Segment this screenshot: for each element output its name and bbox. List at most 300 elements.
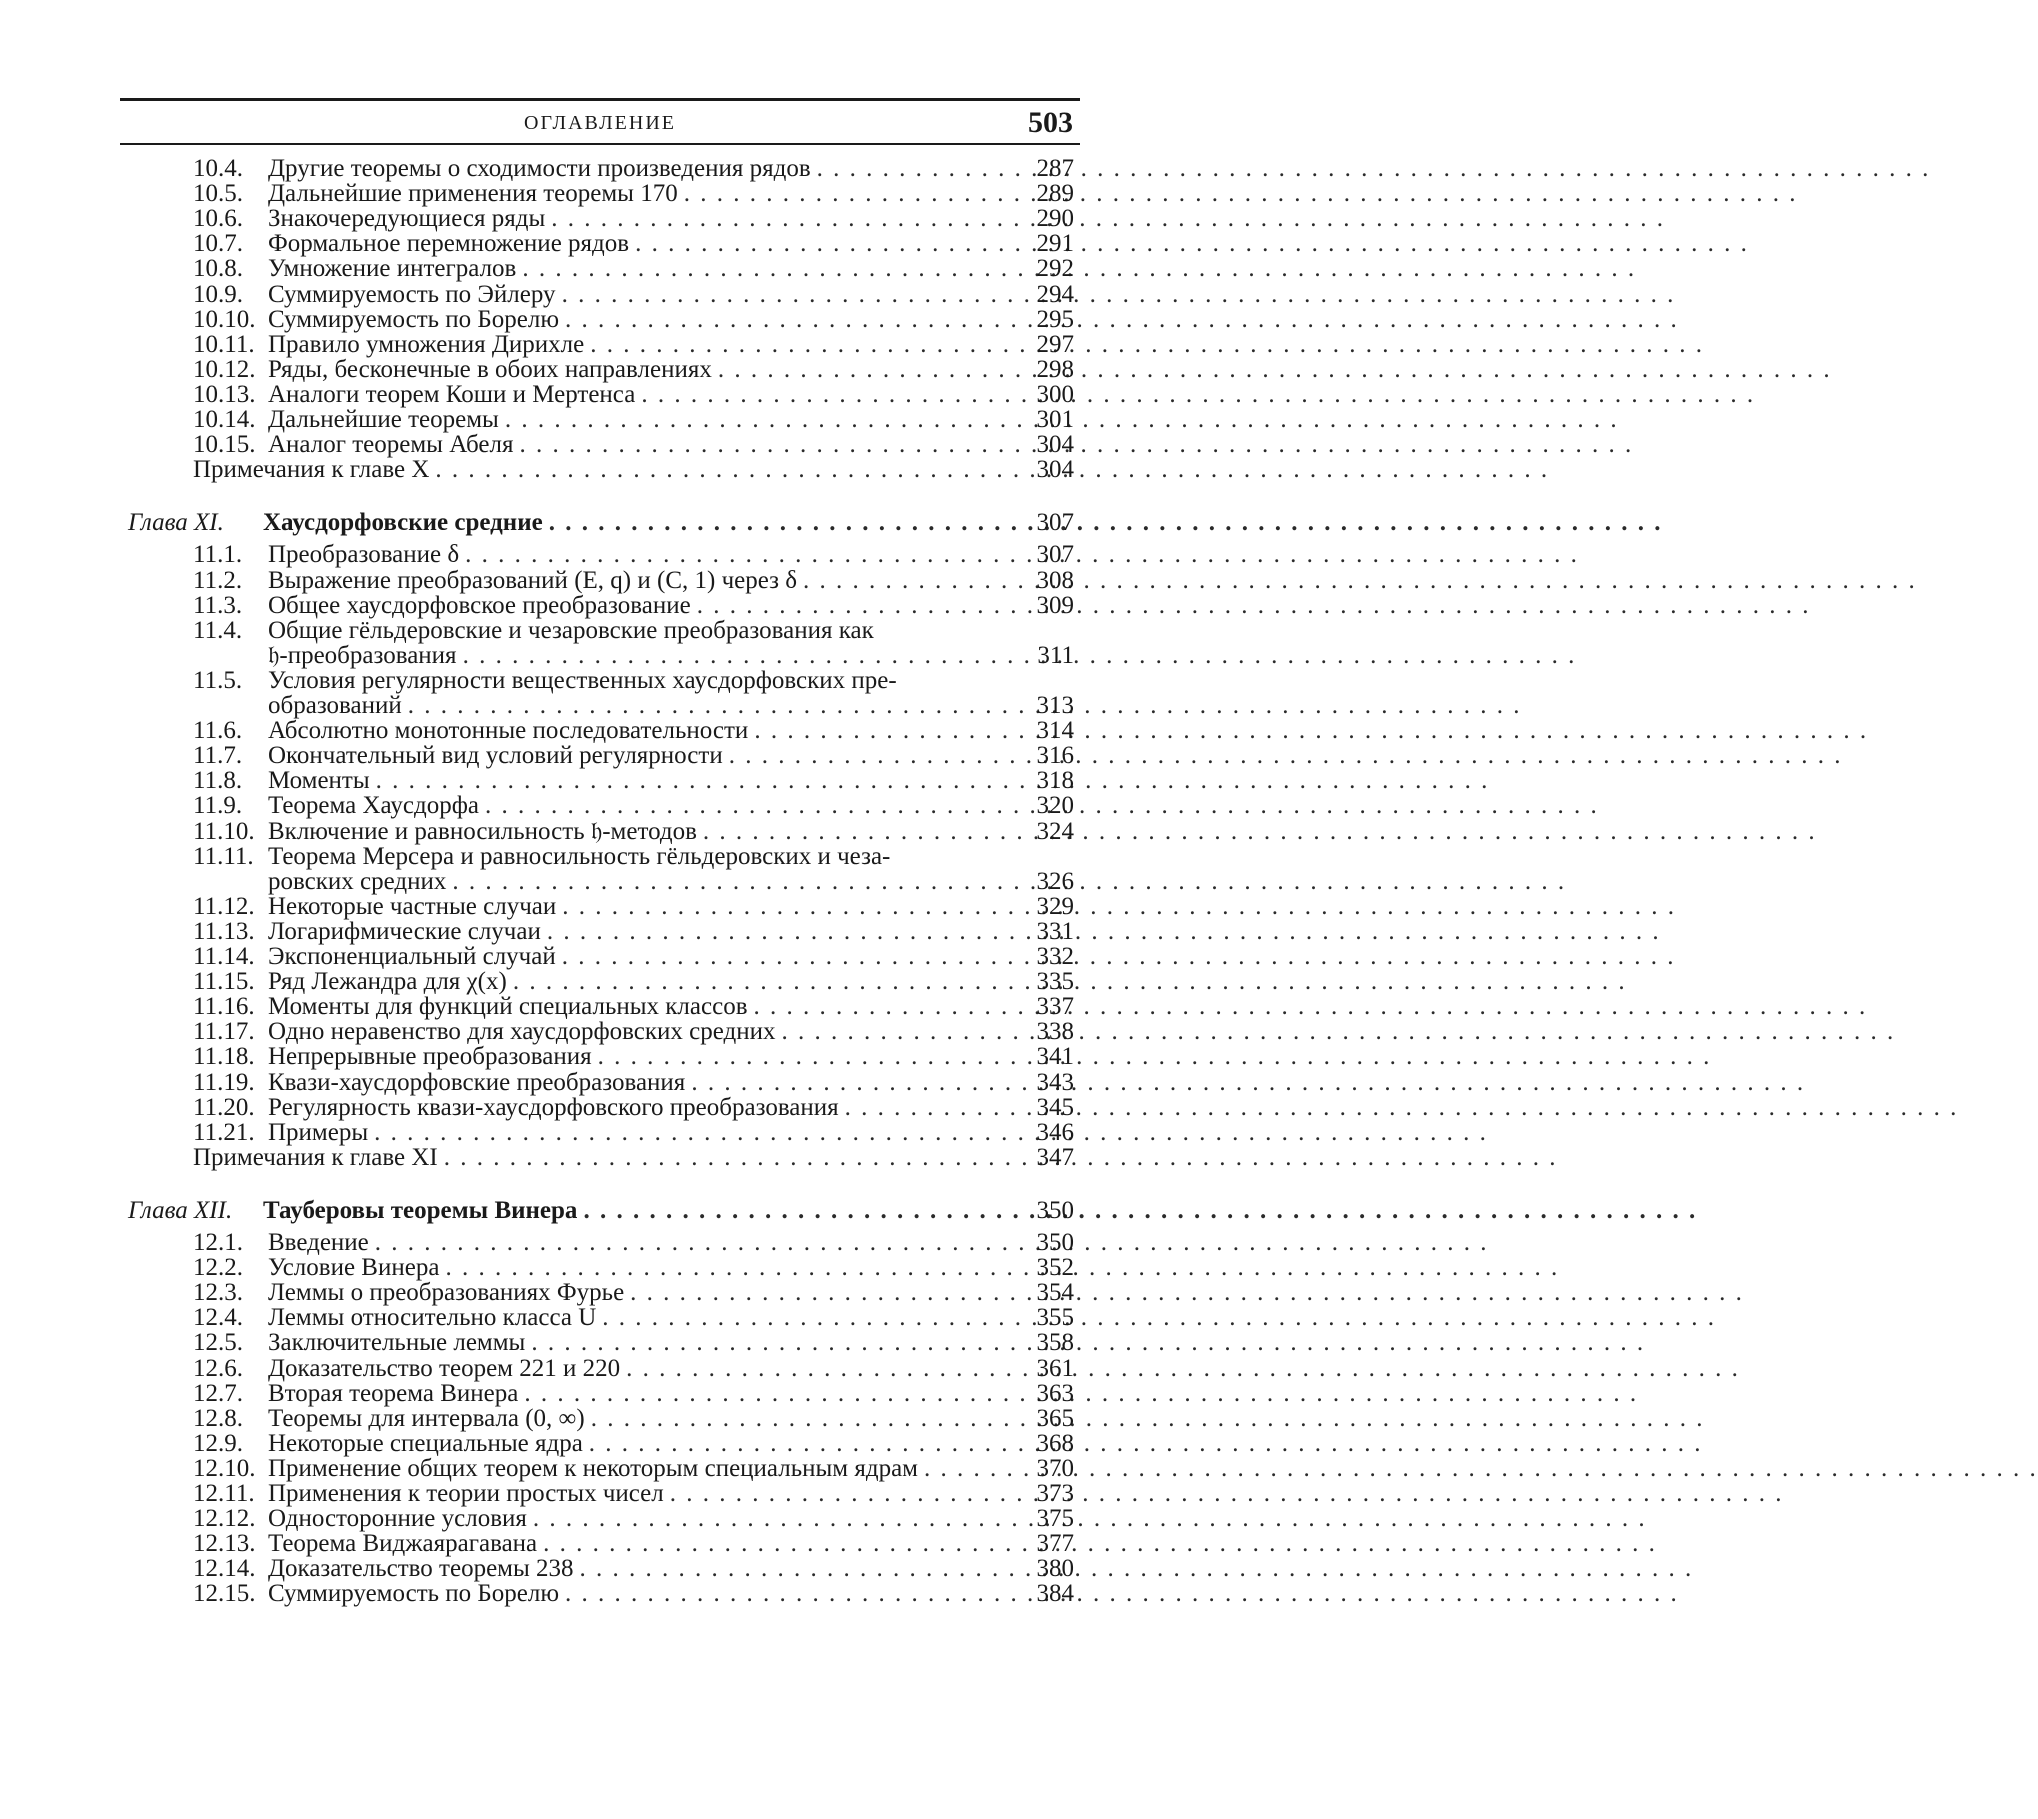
toc-page-number: 331 <box>1036 917 1074 945</box>
toc-section-number: 11.10. <box>193 817 255 845</box>
toc-dot-leader <box>457 643 1577 669</box>
toc-title-line <box>268 1556 1058 1582</box>
toc-page-number: 298 <box>1036 355 1074 383</box>
toc-chapter-label: Глава XII. <box>128 1196 233 1224</box>
toc-title-line <box>193 457 1058 483</box>
toc-dot-leader <box>712 357 1832 383</box>
toc-title: Некоторые частные случаи <box>268 892 557 920</box>
toc-page-number: 295 <box>1036 305 1074 333</box>
toc-page-number: 346 <box>1036 1118 1074 1146</box>
toc-title-line <box>268 618 1058 644</box>
toc-entry <box>0 618 1200 644</box>
toc-entry <box>0 1019 1200 1045</box>
running-title: ОГЛАВЛЕНИЕ <box>524 112 676 134</box>
toc-page-number: 361 <box>1036 1354 1074 1382</box>
toc-title: Другие теоремы о сходимости произведения рядов <box>268 155 811 182</box>
toc-title: Дальнейшие применения теоремы 170 <box>268 180 678 208</box>
toc-section-number: 11.9. <box>193 792 243 820</box>
toc-dot-leader <box>577 1198 1697 1224</box>
toc-page-number: 307 <box>1036 509 1074 537</box>
toc-title: Леммы относительно класса U <box>268 1304 597 1332</box>
toc-page-number: 375 <box>1036 1505 1074 1533</box>
toc-entry <box>0 1356 1200 1382</box>
toc-page-number: 350 <box>1036 1229 1074 1256</box>
toc-title: Преобразование δ <box>268 541 460 569</box>
toc-section-number: 11.7. <box>193 742 243 770</box>
toc-title: Введение <box>268 1229 369 1256</box>
toc-title: Ряды, бесконечные в обоих направлениях <box>268 355 712 383</box>
toc-dot-leader <box>439 1255 1559 1281</box>
toc-page-number: 304 <box>1036 456 1074 484</box>
toc-dot-leader <box>635 382 1755 408</box>
toc-dot-leader <box>429 457 1549 483</box>
toc-dot-leader <box>685 1070 1805 1096</box>
toc-page-number: 289 <box>1036 180 1074 208</box>
toc-page-number: 301 <box>1036 406 1074 433</box>
toc-section-number: 11.4. <box>193 616 243 644</box>
toc-title-line <box>268 1381 1058 1407</box>
toc-section-number: 12.14. <box>193 1555 256 1583</box>
toc-dot-leader <box>545 206 1665 232</box>
toc-title-line <box>268 743 1058 769</box>
toc-entry <box>0 568 1200 594</box>
toc-title: Моменты <box>268 767 370 795</box>
toc-section-number: 12.2. <box>193 1254 243 1282</box>
page-number: 503 <box>1028 106 1073 139</box>
toc-entry <box>0 181 1200 207</box>
toc-title-line <box>268 844 1058 870</box>
toc-dot-leader <box>748 994 1868 1020</box>
toc-entry-continuation <box>0 643 1200 669</box>
toc-title: Общие гёльдеровские и чезаровские преобразования как <box>268 616 874 644</box>
toc-dot-leader <box>691 593 1811 619</box>
toc-page-number: 291 <box>1036 230 1074 258</box>
toc-entry <box>0 382 1200 408</box>
toc-entry <box>0 1095 1200 1121</box>
toc-title-line <box>268 1230 1058 1256</box>
toc-section-number: 11.17. <box>193 1018 255 1046</box>
toc-title-line <box>268 156 1058 182</box>
toc-dot-leader <box>370 768 1490 794</box>
toc-entry <box>0 432 1200 458</box>
toc-entry <box>0 1406 1200 1432</box>
toc-chapter-label: Глава XI. <box>128 509 224 537</box>
toc-title-line <box>268 894 1058 920</box>
toc-title: Доказательство теоремы 238 <box>268 1555 574 1583</box>
toc-page-number: 297 <box>1036 330 1074 358</box>
toc-entry <box>0 718 1200 744</box>
toc-section-number: 11.20. <box>193 1093 255 1121</box>
toc-title-line <box>268 668 1058 694</box>
toc-entry <box>0 1230 1200 1256</box>
toc-title-line <box>268 206 1058 232</box>
toc-title: Хаусдорфовские средние <box>263 509 543 537</box>
toc-title: Суммируемость по Борелю <box>268 305 560 333</box>
toc-title-line <box>268 1095 1058 1121</box>
toc-dot-leader <box>559 307 1679 333</box>
toc-chapter-entry <box>0 510 1200 536</box>
toc-section-number: 10.13. <box>193 380 256 408</box>
toc-section-number: 12.10. <box>193 1454 256 1482</box>
toc-chapter-entry <box>0 1198 1200 1224</box>
toc-dot-leader <box>556 894 1676 920</box>
toc-dot-leader <box>537 1531 1657 1557</box>
toc-page-number: 326 <box>1036 867 1074 895</box>
toc-title-line <box>268 869 1058 895</box>
toc-title-line <box>268 1531 1058 1557</box>
toc-dot-leader <box>748 718 1868 744</box>
toc-section-number: 10.8. <box>193 255 243 283</box>
toc-page-number: 358 <box>1036 1329 1074 1357</box>
toc-title-line <box>268 1305 1058 1331</box>
toc-entry-continuation <box>0 693 1200 719</box>
toc-page-number: 352 <box>1036 1254 1074 1282</box>
toc-section-number: 10.11. <box>193 330 255 358</box>
toc-entry <box>0 1305 1200 1331</box>
toc-dot-leader <box>556 282 1676 308</box>
toc-title: Вторая теорема Винера <box>268 1379 519 1407</box>
toc-title-line <box>263 510 1058 536</box>
toc-title: Моменты для функций специальных классов <box>268 993 748 1021</box>
toc-page-number: 368 <box>1036 1429 1074 1457</box>
toc-entry <box>0 844 1200 870</box>
toc-dot-leader <box>624 1280 1744 1306</box>
toc-entry <box>0 1556 1200 1582</box>
toc-page-number: 355 <box>1036 1304 1074 1332</box>
toc-title-line <box>268 256 1058 282</box>
toc-title: Теорема Хаусдорфа <box>268 792 479 820</box>
toc-title: Непрерывные преобразования <box>268 1043 592 1071</box>
toc-entry <box>0 282 1200 308</box>
toc-title: Дальнейшие теоремы <box>268 406 499 433</box>
toc-entry <box>0 307 1200 333</box>
toc-page-number: 354 <box>1036 1279 1074 1307</box>
toc-title-line <box>268 307 1058 333</box>
toc-dot-leader <box>678 181 1798 207</box>
toc-section-number: 12.9. <box>193 1429 243 1457</box>
toc-section-number: 11.21. <box>193 1118 255 1146</box>
toc-entry <box>0 1431 1200 1457</box>
toc-entry <box>0 1506 1200 1532</box>
toc-section-number: 11.14. <box>193 943 255 970</box>
toc-page-number: 338 <box>1036 1018 1074 1046</box>
toc-dot-leader <box>543 510 1663 536</box>
toc-section-number: 10.9. <box>193 280 243 308</box>
toc-title-line <box>268 768 1058 794</box>
toc-dot-leader <box>518 1381 1638 1407</box>
toc-section-number: 12.11. <box>193 1480 255 1507</box>
toc-section-number: 10.15. <box>193 431 256 459</box>
toc-page-number: 316 <box>1036 742 1074 770</box>
toc-section-number: 11.16. <box>193 993 255 1021</box>
toc-page-number: 311 <box>1037 641 1074 669</box>
toc-title-line <box>268 919 1058 945</box>
toc-title: Условие Винера <box>268 1254 440 1282</box>
toc-title: Формальное перемножение рядов <box>268 230 630 258</box>
toc-page-number: 370 <box>1036 1454 1074 1482</box>
toc-dot-leader <box>556 944 1676 970</box>
toc-section-number: 12.4. <box>193 1304 243 1332</box>
toc-page-number: 365 <box>1036 1404 1074 1432</box>
toc-title-line <box>268 1255 1058 1281</box>
toc-title: Умножение интегралов <box>268 255 517 283</box>
toc-title: Квази-хаусдорфовские преобразования <box>268 1068 686 1096</box>
toc-page-number: 345 <box>1036 1093 1074 1121</box>
toc-title-line <box>268 718 1058 744</box>
toc-dot-leader <box>585 1406 1705 1432</box>
toc-dot-leader <box>839 1095 1959 1121</box>
toc-page-number: 318 <box>1036 767 1074 795</box>
toc-title: Одно неравенство для хаусдорфовских средних <box>268 1018 776 1046</box>
toc-title: Включение и равносильность 𝔥-методов <box>268 817 697 845</box>
toc-section-number: 11.3. <box>193 591 243 619</box>
toc-section-number: 11.11. <box>193 842 254 870</box>
toc-dot-leader <box>723 743 1843 769</box>
toc-page-number: 343 <box>1036 1068 1074 1096</box>
toc-entry <box>0 593 1200 619</box>
toc-title: Регулярность квази-хаусдорфовского преобразования <box>268 1093 839 1121</box>
toc-entry <box>0 919 1200 945</box>
toc-title-line <box>268 357 1058 383</box>
toc-title-line <box>268 407 1058 433</box>
toc-page-number: 290 <box>1036 205 1074 233</box>
toc-dot-leader <box>918 1456 2038 1482</box>
toc-title-line <box>268 568 1058 594</box>
toc-page-number: 332 <box>1036 943 1074 970</box>
toc-title: Окончательный вид условий регулярности <box>268 742 723 770</box>
toc-section-number: 11.1. <box>193 541 243 569</box>
toc-section-number: 12.6. <box>193 1354 243 1382</box>
toc-entry <box>0 1531 1200 1557</box>
toc-title-line <box>268 1330 1058 1356</box>
toc-entry <box>0 256 1200 282</box>
toc-title: Ряд Лежандра для χ(x) <box>268 968 507 996</box>
toc-title: Аналоги теорем Коши и Мертенса <box>268 380 636 408</box>
toc-title: Тауберовы теоремы Винера <box>263 1196 578 1224</box>
toc-entry <box>0 231 1200 257</box>
toc-section-number: 12.1. <box>193 1229 243 1256</box>
toc-page-number: 337 <box>1036 993 1074 1021</box>
toc-entry <box>0 793 1200 819</box>
toc-entry <box>0 969 1200 995</box>
toc-entry <box>0 1145 1200 1171</box>
toc-page-number: 320 <box>1036 792 1074 820</box>
toc-entry <box>0 1481 1200 1507</box>
toc-title: Теорема Виджаярагавана <box>268 1530 538 1558</box>
toc-dot-leader <box>592 1044 1712 1070</box>
toc-title-line <box>268 1044 1058 1070</box>
toc-section-number: 11.15. <box>193 968 255 996</box>
toc-dot-leader <box>402 693 1522 719</box>
toc-section-number: 11.19. <box>193 1068 255 1096</box>
toc-page-number: 309 <box>1036 591 1074 619</box>
toc-page-number: 307 <box>1036 541 1074 569</box>
toc-title-continued: образований <box>268 692 402 719</box>
toc-entry <box>0 357 1200 383</box>
toc-title: Общее хаусдорфовское преобразование <box>268 591 691 619</box>
toc-section-number: 12.8. <box>193 1404 243 1432</box>
toc-title-line <box>193 1145 1058 1171</box>
toc-title-line <box>268 542 1058 568</box>
toc-entry <box>0 206 1200 232</box>
toc-entry <box>0 156 1200 182</box>
toc-title: Условия регулярности вещественных хаусдорфовских пре- <box>268 666 897 694</box>
toc-section-number: 12.12. <box>193 1505 256 1533</box>
toc-entry <box>0 1381 1200 1407</box>
toc-entry <box>0 1070 1200 1096</box>
toc-entry <box>0 819 1200 845</box>
toc-page-number: 300 <box>1036 380 1074 408</box>
toc-section-number: 10.12. <box>193 355 256 383</box>
toc-dot-leader <box>574 1556 1694 1582</box>
toc-title: Доказательство теорем 221 и 220 <box>268 1354 621 1382</box>
toc-title-continued: 𝔥-преобразования <box>268 641 457 669</box>
toc-entry <box>0 1280 1200 1306</box>
toc-title: Применения к теории простых чисел <box>268 1480 664 1507</box>
toc-title-line <box>268 793 1058 819</box>
toc-dot-leader <box>596 1305 1716 1331</box>
toc-title-line <box>268 1406 1058 1432</box>
toc-dot-leader <box>368 1120 1488 1146</box>
toc-section-number: 11.18. <box>193 1043 255 1071</box>
toc-title-line <box>268 944 1058 970</box>
toc-page-number: 294 <box>1036 280 1074 308</box>
toc-page-number: 384 <box>1036 1580 1074 1608</box>
toc-page-number: 335 <box>1036 968 1074 996</box>
toc-section-number: 10.10. <box>193 305 256 333</box>
toc-title: Экспоненциальный случай <box>268 943 556 970</box>
toc-entry-continuation <box>0 869 1200 895</box>
toc-title: Примечания к главе X <box>193 456 430 484</box>
toc-section-number: 11.12. <box>193 892 255 920</box>
toc-section-number: 11.8. <box>193 767 243 795</box>
toc-title: Заключительные леммы <box>268 1329 526 1357</box>
toc-dot-leader <box>620 1356 1740 1382</box>
toc-dot-leader <box>369 1230 1489 1256</box>
toc-entry <box>0 994 1200 1020</box>
toc-entry <box>0 457 1200 483</box>
toc-section-number: 12.3. <box>193 1279 243 1307</box>
toc-title-continued: ровских средних <box>268 867 447 895</box>
toc-title-line <box>268 693 1058 719</box>
toc-section-number: 10.7. <box>193 230 243 258</box>
toc-page-number: 313 <box>1036 692 1074 719</box>
toc-dot-leader <box>583 1431 1703 1457</box>
toc-dot-leader <box>559 1581 1679 1607</box>
toc-page-number: 373 <box>1036 1480 1074 1507</box>
toc-dot-leader <box>776 1019 1896 1045</box>
toc-title: Правило умножения Дирихле <box>268 330 585 358</box>
toc-section-number: 10.5. <box>193 180 243 208</box>
toc-title-line <box>268 432 1058 458</box>
toc-title-line <box>268 181 1058 207</box>
toc-entry <box>0 1044 1200 1070</box>
toc-title-line <box>268 1019 1058 1045</box>
toc-title-line <box>268 994 1058 1020</box>
toc-section-number: 10.4. <box>193 155 243 182</box>
toc-title-line <box>268 382 1058 408</box>
toc-page-number: 363 <box>1036 1379 1074 1407</box>
toc-page-number: 377 <box>1036 1530 1074 1558</box>
toc-section-number: 10.14. <box>193 406 256 433</box>
toc-section-number: 11.5. <box>193 666 243 694</box>
toc-entry <box>0 944 1200 970</box>
toc-title: Леммы о преобразованиях Фурье <box>268 1279 625 1307</box>
toc-page-number: 380 <box>1036 1555 1074 1583</box>
toc-title: Суммируемость по Борелю <box>268 1580 560 1608</box>
toc-title: Суммируемость по Эйлеру <box>268 280 556 308</box>
toc-entry <box>0 1456 1200 1482</box>
toc-entry <box>0 542 1200 568</box>
toc-entry <box>0 768 1200 794</box>
toc-section-number: 12.7. <box>193 1379 243 1407</box>
toc-title: Абсолютно монотонные последовательности <box>268 717 749 745</box>
toc-title-line <box>268 332 1058 358</box>
toc-title-line <box>268 1070 1058 1096</box>
toc-title-line <box>268 1506 1058 1532</box>
toc-entry <box>0 668 1200 694</box>
toc-entry <box>0 1120 1200 1146</box>
toc-title: Применение общих теорем к некоторым специальным ядрам <box>268 1454 918 1482</box>
toc-page-number: 347 <box>1036 1143 1074 1171</box>
toc-title-line <box>268 231 1058 257</box>
toc-title-line <box>268 1280 1058 1306</box>
toc-title: Теорема Мерсера и равносильность гёльдеровских и чеза- <box>268 842 891 870</box>
toc-title-line <box>268 643 1058 669</box>
toc-page-number: 350 <box>1036 1196 1074 1224</box>
toc-dot-leader <box>446 869 1566 895</box>
toc-page-number: 308 <box>1036 566 1074 594</box>
toc-page-number: 314 <box>1036 717 1074 745</box>
toc-dot-leader <box>525 1330 1645 1356</box>
toc-entry <box>0 332 1200 358</box>
toc-title: Теоремы для интервала (0, ∞) <box>268 1404 585 1432</box>
toc-entry <box>0 407 1200 433</box>
toc-title: Односторонние условия <box>268 1505 527 1533</box>
toc-title-line <box>268 1481 1058 1507</box>
toc-entry <box>0 743 1200 769</box>
toc-title-line <box>263 1198 1058 1224</box>
toc-page-number: 324 <box>1036 817 1074 845</box>
toc-page-number: 304 <box>1036 431 1074 459</box>
toc-title: Некоторые специальные ядра <box>268 1429 583 1457</box>
toc-entry <box>0 894 1200 920</box>
toc-title: Выражение преобразований (E, q) и (C, 1) через δ <box>268 566 798 594</box>
toc-dot-leader <box>438 1145 1558 1171</box>
toc-section-number: 12.15. <box>193 1580 256 1608</box>
toc-section-number: 12.5. <box>193 1329 243 1357</box>
toc-section-number: 11.2. <box>193 566 243 594</box>
toc-dot-leader <box>516 256 1636 282</box>
toc-section-number: 12.13. <box>193 1530 256 1558</box>
toc-title-line <box>268 1456 1058 1482</box>
toc-section-number: 11.6. <box>193 717 243 745</box>
toc-dot-leader <box>664 1481 1784 1507</box>
toc-dot-leader <box>697 819 1817 845</box>
toc-entry <box>0 1255 1200 1281</box>
toc-dot-leader <box>797 568 1917 594</box>
toc-title-line <box>268 1120 1058 1146</box>
toc-title: Примеры <box>268 1118 369 1146</box>
toc-page-number: 329 <box>1036 892 1074 920</box>
toc-title-line <box>268 282 1058 308</box>
toc-dot-leader <box>459 542 1579 568</box>
toc-page-number: 287 <box>1036 155 1074 182</box>
toc-title: Примечания к главе XI <box>193 1143 438 1171</box>
toc-entry <box>0 1330 1200 1356</box>
toc-dot-leader <box>584 332 1704 358</box>
toc-section-number: 11.13. <box>193 917 255 945</box>
